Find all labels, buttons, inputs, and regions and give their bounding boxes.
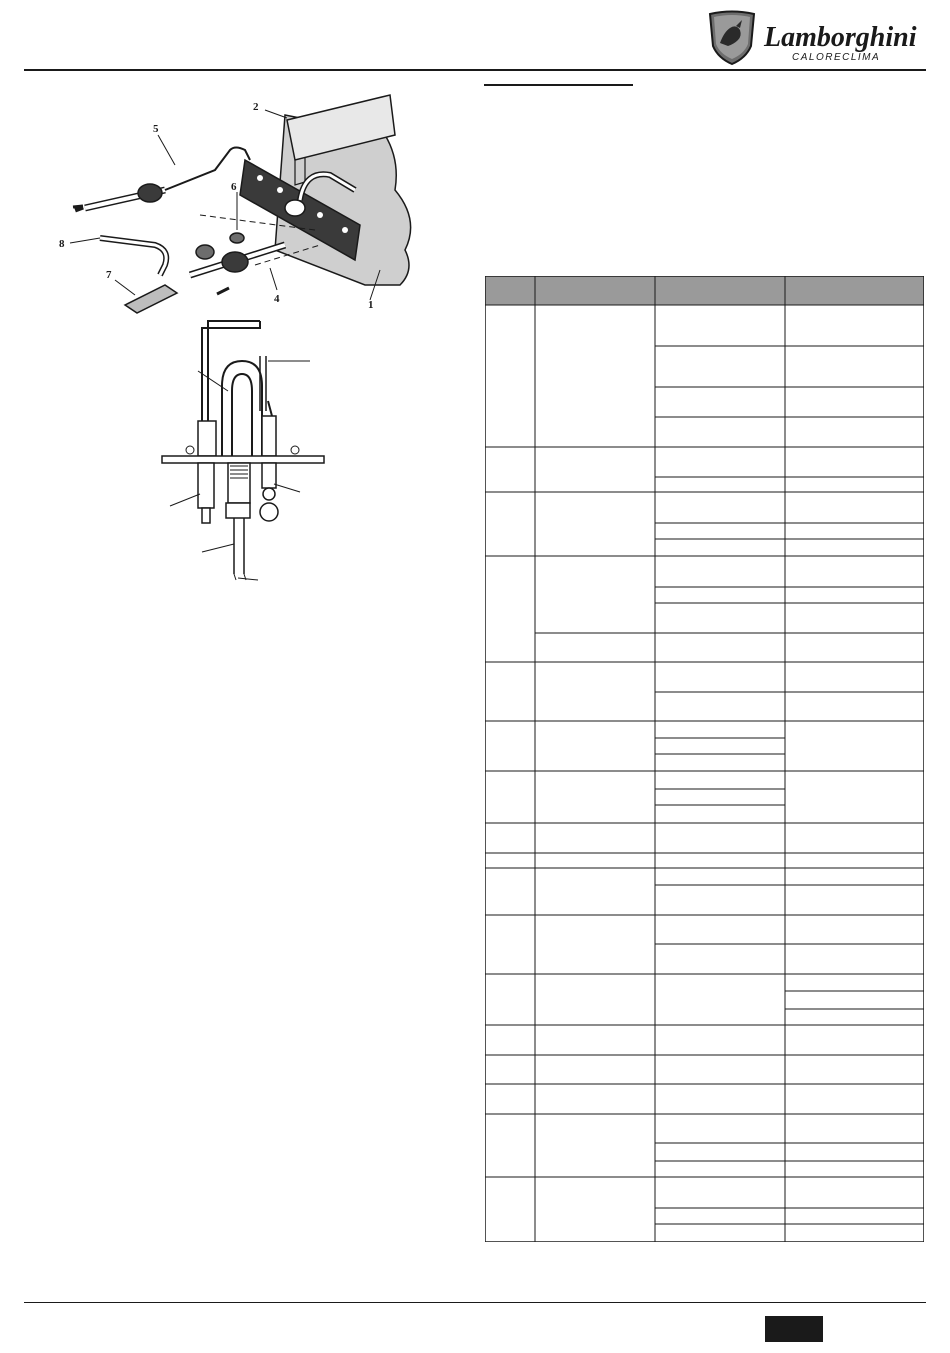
brand-name: Lamborghini: [764, 22, 917, 53]
callout-4: 4: [274, 293, 280, 305]
header-rule: [24, 69, 926, 71]
callout-7: 7: [106, 269, 112, 281]
lamborghini-shield-icon: [706, 8, 926, 66]
callout-1: 1: [368, 299, 374, 311]
callout-6: 6: [231, 181, 237, 193]
callout-5: 5: [153, 123, 159, 135]
table-header: [485, 276, 924, 305]
brand-subtitle: CALORECLIMA: [792, 52, 881, 63]
burner-exploded-diagram: [55, 90, 435, 315]
brand-logo: [706, 8, 926, 66]
callout-2: 2: [253, 101, 259, 113]
callout-8: 8: [59, 238, 65, 250]
page-number-box: [765, 1316, 823, 1342]
section-heading-rule: [484, 84, 633, 86]
pilot-assembly-diagram: [150, 316, 340, 582]
footer-rule: [24, 1302, 926, 1303]
troubleshooting-table: [485, 276, 924, 1242]
